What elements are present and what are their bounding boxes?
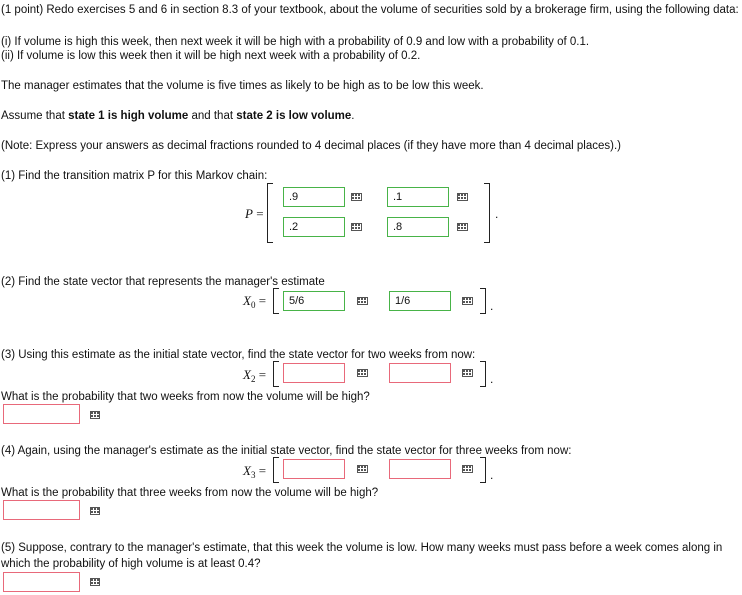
q1-left-bracket	[267, 183, 273, 243]
q2-prompt: (2) Find the state vector that represents the manager's estimate	[1, 276, 325, 288]
q1-right-bracket	[484, 183, 490, 243]
assumption-state1: state 1 is high volume	[68, 110, 189, 122]
q4-prompt: (4) Again, using the manager's estimate as the initial state vector, find the state vector for three weeks from now:	[1, 445, 572, 457]
q2-entry-2-grid-icon[interactable]	[462, 297, 473, 305]
q4-right-bracket	[480, 457, 486, 483]
q3-entry-1-grid-icon[interactable]	[357, 369, 368, 377]
q2-right-bracket	[480, 288, 486, 314]
q4-followup: What is the probability that three weeks from now the volume will be high?	[1, 487, 379, 499]
assumption-mid: and that	[188, 110, 237, 122]
q4-entry-2[interactable]	[389, 459, 451, 479]
q1-symbol: P	[245, 206, 253, 221]
note: (Note: Express your answers as decimal fractions rounded to 4 decimal places (if they have more than 4 decimal places).)	[1, 140, 622, 152]
q3-period: .	[490, 372, 494, 386]
q4-period: .	[490, 468, 494, 482]
q3-probability-input[interactable]	[3, 404, 80, 424]
q1-matrix-label	[245, 206, 264, 222]
q2-left-bracket	[273, 288, 279, 314]
q4-probability-grid-icon[interactable]	[90, 507, 100, 515]
q4-subscript: 3	[250, 470, 256, 480]
assumption	[1, 110, 355, 122]
q4-equals: =	[258, 463, 267, 478]
q5-weeks-input[interactable]	[3, 572, 80, 592]
q5-weeks-grid-icon[interactable]	[90, 578, 100, 586]
q3-entry-2-grid-icon[interactable]	[462, 369, 473, 377]
q2-symbol: X	[243, 293, 251, 308]
q2-equals: =	[258, 293, 267, 308]
condition-1: (i) If volume is high this week, then next week it will be high with a probability of 0.9 and low with a probability of 0.1.	[1, 36, 590, 48]
q3-symbol: X	[243, 367, 251, 382]
q3-prompt: (3) Using this estimate as the initial state vector, find the state vector for two weeks from now:	[1, 349, 476, 361]
q3-right-bracket	[480, 361, 486, 387]
assumption-state2: state 2 is low volume	[236, 110, 352, 122]
assumption-post: .	[351, 110, 355, 122]
q1-period: .	[495, 207, 499, 221]
assumption-pre: Assume that	[1, 110, 69, 122]
q3-vector-label	[243, 367, 266, 384]
q1-equals: =	[256, 206, 264, 221]
q3-left-bracket	[273, 361, 279, 387]
q1-entry-22[interactable]: .8	[387, 217, 449, 237]
q4-entry-1-grid-icon[interactable]	[357, 465, 368, 473]
q1-entry-11-grid-icon[interactable]	[351, 193, 362, 201]
q2-entry-1-grid-icon[interactable]	[357, 297, 368, 305]
q2-entry-2[interactable]: 1/6	[389, 291, 451, 311]
q3-equals: =	[258, 367, 267, 382]
q3-entry-2[interactable]	[389, 363, 451, 383]
manager-estimate: The manager estimates that the volume is five times as likely to be high as to be low this week.	[1, 80, 484, 92]
q3-entry-1[interactable]	[283, 363, 345, 383]
q3-subscript: 2	[250, 374, 256, 384]
q1-entry-22-grid-icon[interactable]	[457, 223, 468, 231]
q2-period: .	[490, 299, 494, 313]
q4-symbol: X	[243, 463, 251, 478]
q4-vector-label	[243, 463, 266, 480]
q2-subscript: 0	[250, 300, 256, 310]
problem-intro: (1 point) Redo exercises 5 and 6 in section 8.3 of your textbook, about the volume of securities sold by a brokerage firm, using the following data:	[1, 4, 739, 16]
q1-entry-21-grid-icon[interactable]	[351, 223, 362, 231]
q5-prompt: (5) Suppose, contrary to the manager's estimate, that this week the volume is low. How many weeks must pass before a week comes along in which the probability of high volume is at least 0.4?	[1, 542, 723, 570]
q3-probability-grid-icon[interactable]	[90, 411, 100, 419]
q1-prompt: (1) Find the transition matrix P for this Markov chain:	[1, 170, 268, 182]
q1-entry-12-grid-icon[interactable]	[457, 193, 468, 201]
q2-entry-1[interactable]: 5/6	[283, 291, 345, 311]
q1-entry-11[interactable]: .9	[283, 187, 345, 207]
q4-entry-1[interactable]	[283, 459, 345, 479]
q4-entry-2-grid-icon[interactable]	[462, 465, 473, 473]
q4-left-bracket	[273, 457, 279, 483]
q1-entry-21[interactable]: .2	[283, 217, 345, 237]
q2-vector-label	[243, 293, 266, 310]
q1-entry-12[interactable]: .1	[387, 187, 449, 207]
q3-followup: What is the probability that two weeks from now the volume will be high?	[1, 391, 370, 403]
q4-probability-input[interactable]	[3, 500, 80, 520]
condition-2: (ii) If volume is low this week then it will be high next week with a probability of 0.2.	[1, 50, 421, 62]
